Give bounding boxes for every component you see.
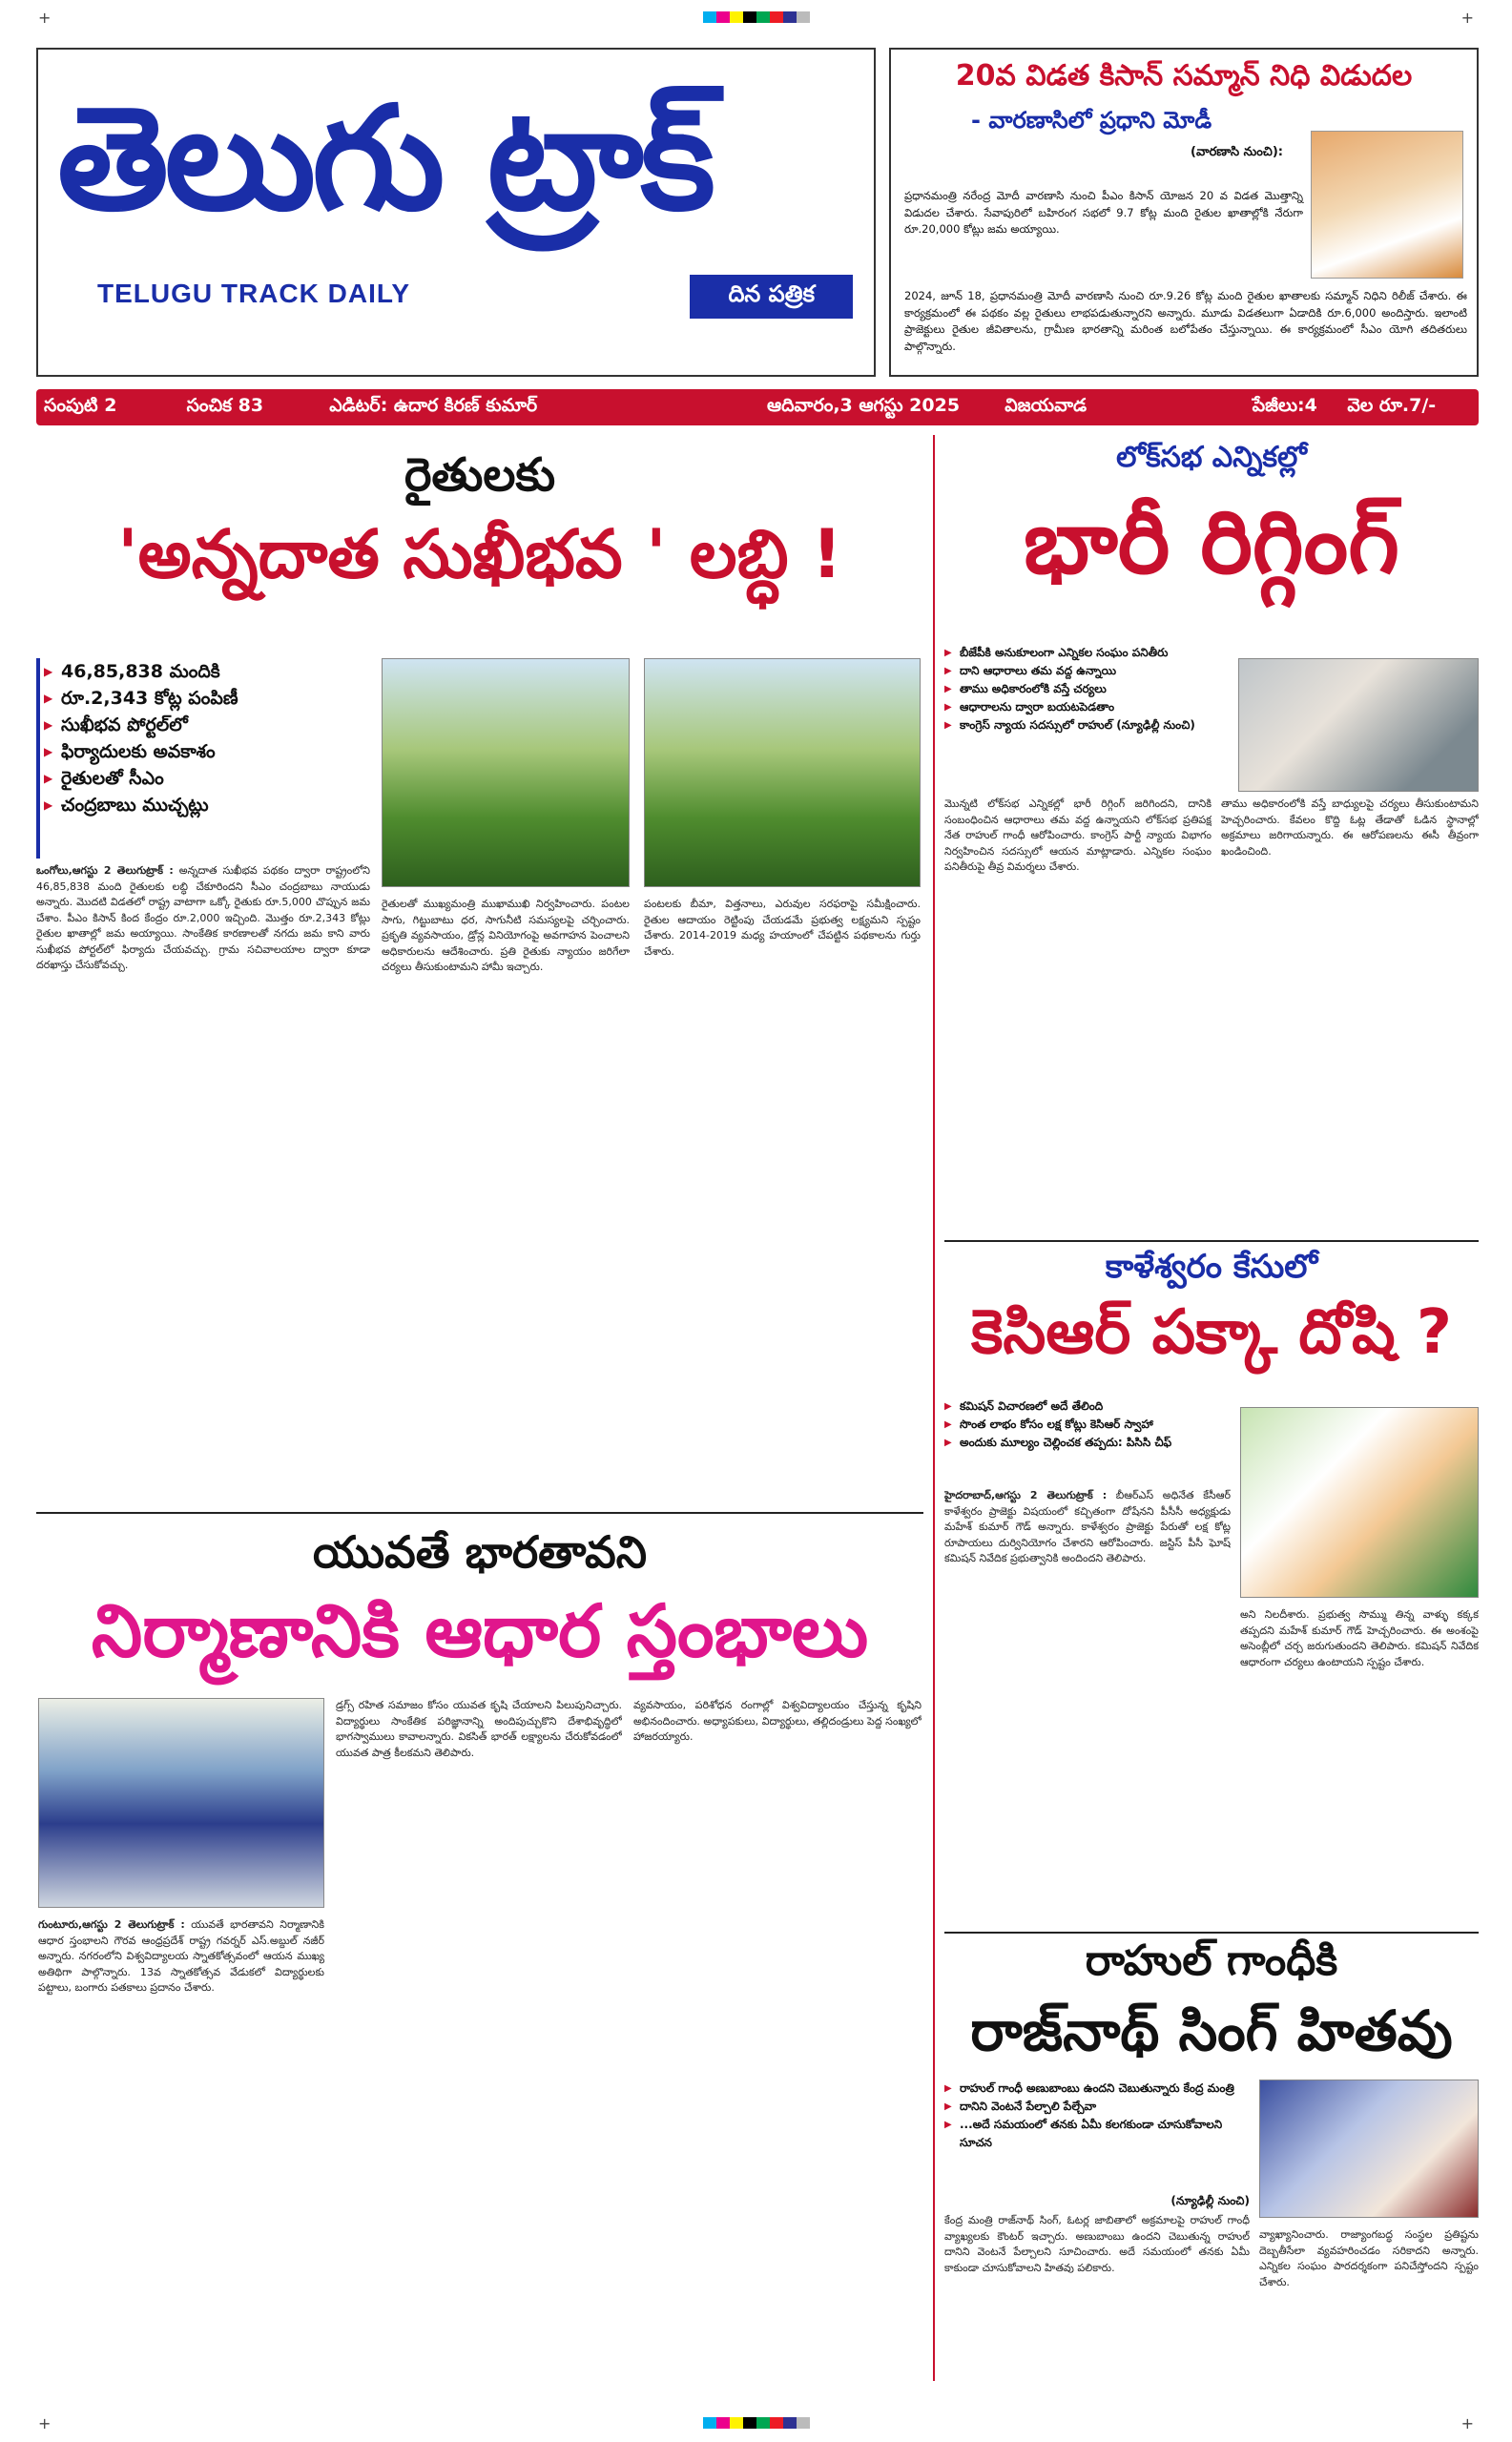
story3-headline: కెసిఆర్ పక్కా దోషి ? [970, 1297, 1453, 1368]
story2-kicker: లోక్‌సభ ఎన్నికల్లో [1116, 441, 1307, 474]
print-registration-top [0, 8, 1512, 27]
story5-point: ▶ ...అదే సమయంలో తనకు ఏమీ కలగకుండా చూసుకోవాలని సూచన [944, 2116, 1250, 2152]
top-story-headline: 20వ విడత కిసాన్ సమ్మాన్ నిధి విడుదల [955, 59, 1413, 93]
story4-kicker: యువతే భారతావని [312, 1526, 648, 1578]
story5-headline: రాజ్‌నాథ్ సింగ్ హితవు [970, 1998, 1453, 2063]
registration-mark-icon: + [38, 2413, 52, 2432]
story1-bullet: ▶ ఫిర్యాదులకు అవకాశం [40, 738, 342, 765]
registration-mark-icon: + [38, 8, 52, 27]
story3-kicker: కాళేశ్వరం కేసులో [1105, 1248, 1318, 1286]
story4-body-a [38, 1917, 324, 2385]
top-story-body-continued: 2024, జూన్ 18, ప్రధానమంత్రి మోదీ వారణాసి నుంచి రూ.9.26 కోట్ల మంది రైతుల ఖాతాలకు సమ్మాన్ నిధిని రిలీజ్ చేశారు. ఈ కార్యక్రమంలో ఈ పథకం వల్ల రైతులు లాభపడుతున్నారని అన్నారు. మూడు విడతలుగా ఏడాదికి రూ.6,000 అందిస్తారు. ఇలాంటి ప్రాజెక్టులు రైతుల జీవితాలను, గ్రామీణ భారతాన్ని మరింత బలోపేతం చేస్తున్నాయి. ఈ కార్యక్రమంలో సీఎం యోగి తదితరులు పాల్గొన్నారు. [904, 289, 1467, 353]
story3-body-continued: అని నిలదీశారు. ప్రభుత్వ సొమ్ము తిన్న వాళ్ళు కక్కక తప్పదని మహేశ్ కుమార్ గౌడ్ హెచ్చరించారు. ఈ అంశంపై అసెంబ్లీలో చర్చ జరుగుతుందని తెలిపారు. కమిషన్ నివేదిక ఆధారంగా చర్యలు ఉంటాయని స్పష్టం చేశారు. [1240, 1608, 1479, 1668]
cm-farm-photo-2 [644, 658, 921, 887]
top-story-body: ప్రధానమంత్రి నరేంద్ర మోదీ వారణాసి నుంచి పీఎం కిసాన్ యోజన 20 వ విడత మొత్తాన్ని విడుదల చేశారు. సేవాపురిలో బహిరంగ సభలో 9.7 కోట్ల మంది రైతుల ఖాతాల్లోకి నేరుగా రూ.20,000 కోట్లు జమ అయ్యాయి. [904, 189, 1303, 236]
section-divider [36, 1512, 923, 1514]
story1-kicker: రైతులకు [404, 448, 556, 502]
price: వెల రూ.7/- [1347, 394, 1437, 416]
story1-bullet: ▶ చంద్రబాబు ముచ్చట్లు [40, 792, 342, 818]
story1-bullet: ▶ రైతులతో సీఎం [40, 765, 342, 792]
story3-point: ▶ అందుకు మూల్యం చెల్లించక తప్పదు: పిసిసి చీఫ్ [944, 1434, 1231, 1452]
story2-body-continued: తాము అధికారంలోకి వస్తే బాధ్యులపై చర్యలు తీసుకుంటామని హెచ్చరించారు. కేవలం కొద్ది ఓట్ల తేడాతో ఓడిన స్థానాల్లో అక్రమాలు జరిగాయన్నారు. ఈ ఆరోపణలను ఈసీ తీవ్రంగా ఖండించింది. [1221, 797, 1479, 858]
story4-dateline: గుంటూరు,ఆగస్టు 2 తెలుగుట్రాక్ : [38, 1918, 185, 1931]
story5-kicker: రాహుల్ గాంధీకి [1085, 1936, 1338, 1985]
story2-points [944, 644, 1231, 735]
story2-headline: భారీ రిగ్గింగ్ [1024, 491, 1399, 593]
story1-dateline: ఒంగోలు,ఆగస్టు 2 తెలుగుట్రాక్ : [36, 864, 174, 877]
story3-point: ▶ కమిషన్ విచారణలో అదే తేలింది [944, 1397, 1231, 1416]
story1-headline: 'అన్నదాత సుఖీభవ ' లబ్ధి ! [117, 515, 842, 593]
story1-bullet: ▶ సుఖీభవ పోర్టల్‌లో [40, 712, 342, 738]
masthead-badge: దిన పత్రిక [690, 275, 853, 319]
story2-point: ▶ కాంగ్రెస్ న్యాయ సదస్సులో రాహుల్ (న్యూఢిల్లీ నుంచి) [944, 716, 1231, 735]
story4-body-a-text: యువతే భారతావని నిర్మాణానికి ఆధార స్తంభాలని గౌరవ ఆంధ్రప్రదేశ్ రాష్ట్ర గవర్నర్ ఎస్.అబ్దుల్ నజీర్ అన్నారు. నగరంలోని విశ్వవిద్యాలయ స్నాతకోత్సవంలో ఆయన ముఖ్య అతిథిగా పాల్గొన్నారు. 13వ స్నాతకోత్సవ వేడుకలో విద్యార్థులకు పట్టాలు, బంగారు పతకాలు ప్రదానం చేశారు. [38, 1918, 324, 1994]
story1-bullet: ▶ 46,85,838 మందికి [40, 658, 342, 685]
color-bar-icon [703, 11, 810, 23]
cm-farm-photo-1 [382, 658, 630, 887]
story2-point: ▶ బీజేపీకి అనుకూలంగా ఎన్నికల సంఘం పనితీరు [944, 644, 1231, 662]
editor: ఎడిటర్: ఉదార కిరణ్ కుమార్ [329, 394, 538, 416]
story5-point: ▶ దానిని వెంటనే పేల్చాలి పేల్చేవా [944, 2098, 1250, 2116]
masthead-subtitle: TELUGU TRACK DAILY [97, 279, 411, 308]
story5-byline: (న్యూఢిల్లీ నుంచి) [1170, 2194, 1250, 2207]
story5-point: ▶ రాహుల్ గాంధీ అణుబాంబు ఉందని చెబుతున్నారు కేంద్ర మంత్రి [944, 2080, 1250, 2098]
story4-body-b: డ్రగ్స్ రహిత సమాజం కోసం యువత కృషి చేయాలని పిలుపునిచ్చారు. విద్యార్థులు సాంకేతిక పరిజ్ఞానాన్ని అందిపుచ్చుకొని దేశాభివృద్ధిలో భాగస్వాములు కావాలన్నారు. వికసిత్ భారత్ లక్ష్యాలను చేరుకోవడంలో యువత పాత్ర కీలకమని తెలిపారు. [336, 1699, 622, 1759]
date: ఆదివారం,3 ఆగస్టు 2025 [766, 394, 961, 416]
top-story [889, 48, 1479, 377]
story1-body-b: రైతులతో ముఖ్యమంత్రి ముఖాముఖి నిర్వహించారు. పంటల సాగు, గిట్టుబాటు ధర, సాగునీటి సమస్యలపై చర్చించారు. ప్రకృతి వ్యవసాయం, డ్రోన్ల వినియోగంపై అవగాహన పెంచాలని అధికారులను ఆదేశించారు. ప్రతి రైతుకు న్యాయం జరిగేలా చర్యలు తీసుకుంటామని హామీ ఇచ్చారు. [382, 898, 630, 973]
story5-points [944, 2080, 1250, 2152]
registration-mark-icon: + [1460, 8, 1474, 27]
convocation-photo [38, 1698, 324, 1908]
top-story-dateline: (వారణాసి నుంచి): [1191, 145, 1283, 159]
story1-body-a [36, 863, 370, 1502]
story3-body-text: బీఆర్ఎస్ అధినేత కేసీఆర్ కాళేశ్వరం ప్రాజెక్టు విషయంలో కచ్చితంగా దోషేనని పీసీసీ అధ్యక్షుడు మహేశ్ కుమార్ గౌడ్ అన్నారు. కాళేశ్వరం ప్రాజెక్టు పేరుతో లక్ష కోట్ల రూపాయలు దుర్వినియోగం చేశారని ఆరోపించారు. జస్టిస్ పీసీ ఘోష్ కమిషన్ నివేదిక ప్రభుత్వానికి అందిందని తెలిపారు. [944, 1489, 1231, 1564]
story1-bullets [36, 658, 342, 859]
story5-body: కేంద్ర మంత్రి రాజ్‌నాథ్ సింగ్, ఓటర్ల జాబితాలో అక్రమాలపై రాహుల్ గాంధీ వ్యాఖ్యలకు కౌంటర్ ఇచ్చారు. అణుబాంబు ఉందని చెబుతున్న రాహుల్ దానిని వెంటనే పేల్చాలని సూచించారు. అదే సమయంలో తనకు ఏమీ కాకుండా చూసుకోవాలని హితవు పలికారు. [944, 2214, 1250, 2274]
modi-photo [1311, 131, 1463, 279]
story3-body [944, 1488, 1231, 1927]
story2-point: ▶ తాము అధికారంలోకి వస్తే చర్యలు [944, 680, 1231, 698]
story4-body-c: వ్యవసాయం, పరిశోధన రంగాల్లో విశ్వవిద్యాలయం చేస్తున్న కృషిని అభినందించారు. అధ్యాపకులు, విద్యార్థులు, తల్లిదండ్రులు పెద్ద సంఖ్యలో హాజరయ్యారు. [633, 1699, 922, 1743]
color-bar-icon [703, 2417, 810, 2429]
rahul-photo [1238, 658, 1479, 792]
registration-mark-icon: + [1460, 2413, 1474, 2432]
story5-body-continued: వ్యాఖ్యానించారు. రాజ్యాంగబద్ధ సంస్థల ప్రతిష్టను దెబ్బతీసేలా వ్యవహరించడం సరికాదని అన్నారు. ఎన్నికల సంఘం పారదర్శకంగా పనిచేస్తోందని స్పష్టం చేశారు. [1259, 2228, 1479, 2288]
volume: సంపుటి 2 [44, 394, 117, 416]
place: విజయవాడ [1005, 394, 1087, 416]
section-divider [944, 1932, 1479, 1934]
issue: సంచిక 83 [186, 394, 264, 416]
masthead-title: తెలుగు ట్రాక్ [57, 76, 712, 242]
top-story-subhead: - వారణాసిలో ప్రధాని మోడీ [971, 107, 1212, 134]
pages: పేజీలు:4 [1252, 394, 1317, 416]
story1-body-c: పంటలకు బీమా, విత్తనాలు, ఎరువుల సరఫరాపై సమీక్షించారు. రైతుల ఆదాయం రెట్టింపు చేయడమే ప్రభుత్వ లక్ష్యమని స్పష్టం చేశారు. 2014-2019 మధ్య హయాంలో చేపట్టిన పథకాలను గుర్తు చేశారు. [644, 898, 921, 958]
story2-body: మొన్నటి లోక్‌సభ ఎన్నికల్లో భారీ రిగ్గింగ్ జరిగిందని, దానికి సంబంధించిన ఆధారాలు తమ వద్ద ఉన్నాయని లోక్‌సభ ప్రతిపక్ష నేత రాహుల్ గాంధీ ఆరోపించారు. కాంగ్రెస్ పార్టీ న్యాయ విభాగం నిర్వహించిన సదస్సులో ఆయన మాట్లాడారు. ఎన్నికల సంఘం పనితీరుపై తీవ్ర విమర్శలు చేశారు. [944, 797, 1212, 873]
info-bar [36, 389, 1479, 425]
story1-body-a-text: అన్నదాత సుఖీభవ పథకం ద్వారా రాష్ట్రంలోని 46,85,838 మంది రైతులకు లబ్ధి చేకూరిందని సీఎం చంద్రబాబు నాయుడు అన్నారు. మొదటి విడతలో రాష్ట్ర వాటాగా ఒక్కో రైతుకు రూ.5,000 చొప్పున జమ చేశాం. పీఎం కిసాన్ కింద కేంద్రం రూ.2,000 ఇచ్చింది. మొత్తం రూ.2,343 కోట్లు రైతుల ఖాతాల్లో జమ అయ్యాయి. సాంకేతిక కారణాలతో నగదు జమ కాని వారు సుఖీభవ పోర్టల్‌లో ఫిర్యాదు చేయవచ్చు. గ్రామ సచివాలయాల ద్వారా కూడా దరఖాస్తు చేసుకోవచ్చు. [36, 864, 370, 971]
print-registration-bottom [0, 2413, 1512, 2432]
story1-bullet: ▶ రూ.2,343 కోట్ల పంపిణీ [40, 685, 342, 712]
story3-byline: హైదరాబాద్,ఆగస్టు 2 తెలుగుట్రాక్ : [944, 1489, 1108, 1501]
rajnath-rahul-photo [1259, 2080, 1479, 2218]
column-divider [933, 435, 935, 2381]
story2-point: ▶ ఆధారాలను ద్వారా బయటపెడతాం [944, 698, 1231, 716]
masthead [36, 48, 876, 377]
story3-point: ▶ సొంత లాభం కోసం లక్ష కోట్లు కెసిఆర్ స్వాహా [944, 1416, 1231, 1434]
story3-points [944, 1397, 1231, 1452]
story2-point: ▶ దాని ఆధారాలు తమ వద్ద ఉన్నాయి [944, 662, 1231, 680]
pcc-chief-photo [1240, 1407, 1479, 1598]
story4-headline: నిర్మాణానికి ఆధార స్తంభాలు [91, 1588, 869, 1673]
section-divider [944, 1240, 1479, 1242]
